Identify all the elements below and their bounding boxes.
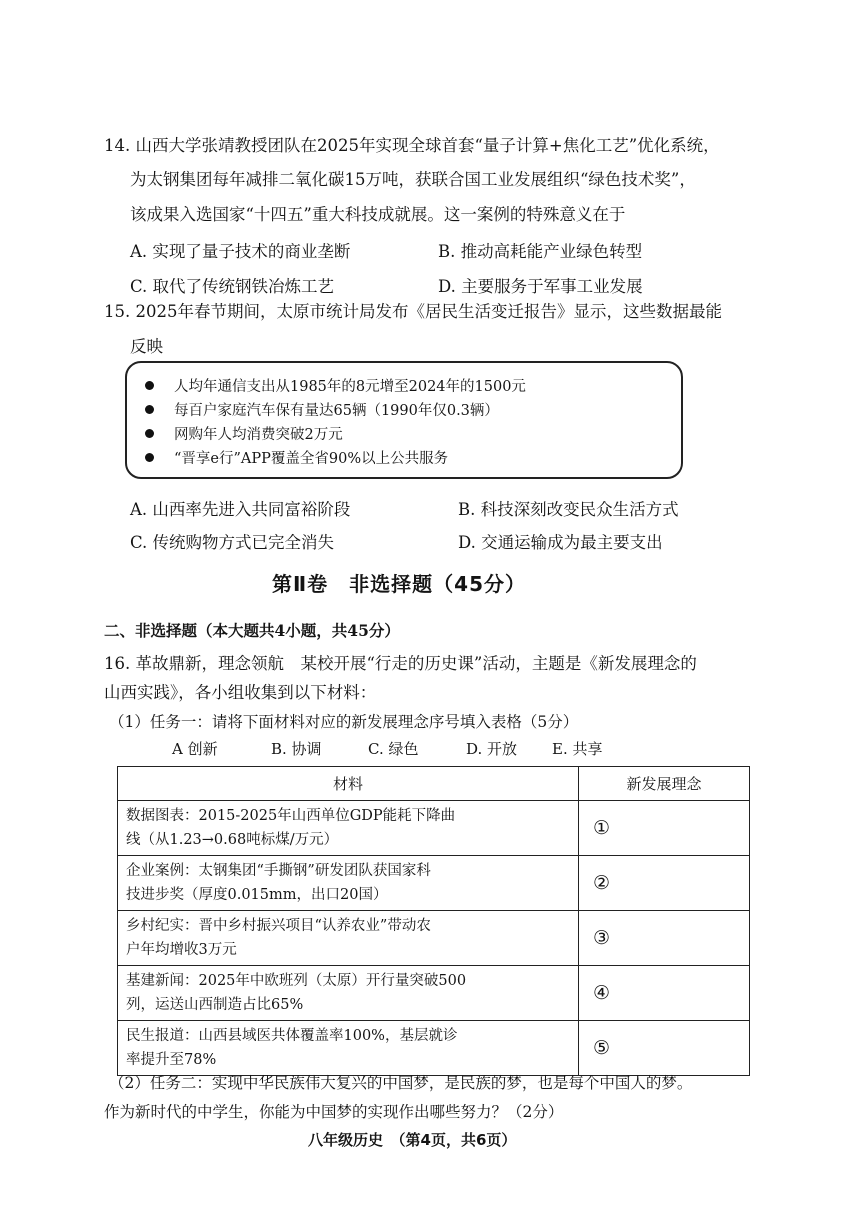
part-2-heading: 二、非选择题（本大题共4小题，共45分）	[104, 621, 400, 640]
q15-option-a: A. 山西率先进入共同富裕阶段	[130, 500, 351, 519]
concept-header: 新发展理念	[579, 767, 750, 801]
answer-cell[interactable]	[579, 856, 750, 911]
bullet-dot-icon	[145, 381, 154, 390]
table-header-row	[118, 767, 750, 801]
material-line: 技进步奖（厚度0.015mm，出口20国）	[126, 887, 388, 903]
data-bullet-box	[125, 361, 683, 479]
q16-task1: （1）任务一：请将下面材料对应的新发展理念序号填入表格（5分）	[109, 713, 579, 731]
bullet-text: “晋享e行”APP覆盖全省90%以上公共服务	[174, 451, 449, 467]
answer-cell[interactable]	[579, 966, 750, 1021]
material-line: 户年均增收3万元	[126, 942, 237, 958]
answer-cell[interactable]	[579, 1021, 750, 1076]
q15-option-c: C. 传统购物方式已完全消失	[130, 533, 335, 552]
material-line: 线（从1.23→0.68吨标煤/万元）	[126, 832, 339, 848]
bullet-text: 每百户家庭汽车保有量达65辆（1990年仅0.3辆）	[174, 403, 499, 419]
material-cell	[118, 966, 579, 1021]
bullet-item	[145, 423, 343, 444]
q14-line-2: 为太钢集团每年减排二氧化碳15万吨，获联合国工业发展组织“绿色技术奖”，	[130, 170, 696, 189]
q15-line-2: 反映	[130, 337, 163, 356]
concept-d: D. 开放	[466, 740, 518, 758]
q14-option-c: C. 取代了传统钢铁冶炼工艺	[130, 277, 335, 296]
table-row	[118, 856, 750, 911]
bullet-item	[145, 375, 526, 396]
q15-option-d: D. 交通运输成为最主要支出	[458, 533, 663, 552]
q16-task2-line-2: 作为新时代的中学生，你能为中国梦的实现作出哪些努力？（2分）	[104, 1103, 564, 1121]
bullet-dot-icon	[145, 429, 154, 438]
bullet-dot-icon	[145, 405, 154, 414]
q14-option-a: A. 实现了量子技术的商业垄断	[130, 242, 351, 261]
bullet-text: 网购年人均消费突破2万元	[174, 427, 343, 443]
q15-option-b: B. 科技深刻改变民众生活方式	[458, 500, 679, 519]
bullet-item	[145, 399, 499, 420]
answer-cell[interactable]	[579, 911, 750, 966]
q14-option-b: B. 推动高耗能产业绿色转型	[438, 242, 643, 261]
concept-b: B. 协调	[271, 740, 322, 758]
q16-line-1: 16. 革故鼎新，理念领航 某校开展“行走的历史课”活动，主题是《新发展理念的	[104, 654, 697, 673]
table-row	[118, 966, 750, 1021]
page-footer: 八年级历史 （第4页，共6页）	[308, 1131, 517, 1149]
material-header: 材料	[118, 767, 579, 801]
concept-e: E. 共享	[552, 740, 603, 758]
circled-number: ④	[593, 982, 611, 1004]
circled-number: ③	[593, 927, 611, 949]
concept-c: C. 绿色	[368, 740, 419, 758]
material-cell	[118, 801, 579, 856]
q16-line-2: 山西实践》，各小组收集到以下材料：	[104, 683, 377, 702]
q14-line-3: 该成果入选国家“十四五”重大科技成就展。这一案例的特殊意义在于	[130, 205, 626, 224]
material-line: 企业案例：太钢集团“手撕钢”研发团队获国家科	[126, 863, 431, 879]
answer-cell[interactable]	[579, 801, 750, 856]
material-line: 列，运送山西制造占比65%	[126, 997, 304, 1013]
section-2-title: 第Ⅱ卷 非选择题（45分）	[272, 572, 527, 596]
circled-number: ①	[593, 817, 611, 839]
circled-number: ⑤	[593, 1037, 611, 1059]
table-row	[118, 1021, 750, 1076]
material-line: 数据图表：2015-2025年山西单位GDP能耗下降曲	[126, 808, 456, 824]
table-row	[118, 911, 750, 966]
bullet-dot-icon	[145, 453, 154, 462]
materials-table	[117, 766, 750, 1076]
material-line: 乡村纪实：晋中乡村振兴项目“认养农业”带动农	[126, 918, 431, 934]
q14-option-d: D. 主要服务于军事工业发展	[438, 277, 643, 296]
concept-a: A 创新	[172, 740, 218, 758]
q15-line-1: 15. 2025年春节期间，太原市统计局发布《居民生活变迁报告》显示，这些数据最能	[104, 302, 722, 321]
material-cell	[118, 1021, 579, 1076]
material-cell	[118, 911, 579, 966]
material-cell	[118, 856, 579, 911]
circled-number: ②	[593, 872, 611, 894]
material-line: 基建新闻：2025年中欧班列（太原）开行量突破500	[126, 973, 467, 989]
table-row	[118, 801, 750, 856]
bullet-item	[145, 447, 448, 468]
material-line: 率提升至78%	[126, 1052, 217, 1068]
bullet-text: 人均年通信支出从1985年的8元增至2024年的1500元	[174, 379, 526, 395]
material-line: 民生报道：山西县域医共体覆盖率100%，基层就诊	[126, 1028, 458, 1044]
q16-task2-line-1: （2）任务二：实现中华民族伟大复兴的中国梦，是民族的梦，也是每个中国人的梦。	[109, 1074, 693, 1092]
q14-line-1: 14. 山西大学张靖教授团队在2025年实现全球首套“量子计算+焦化工艺”优化系统，	[104, 136, 720, 155]
